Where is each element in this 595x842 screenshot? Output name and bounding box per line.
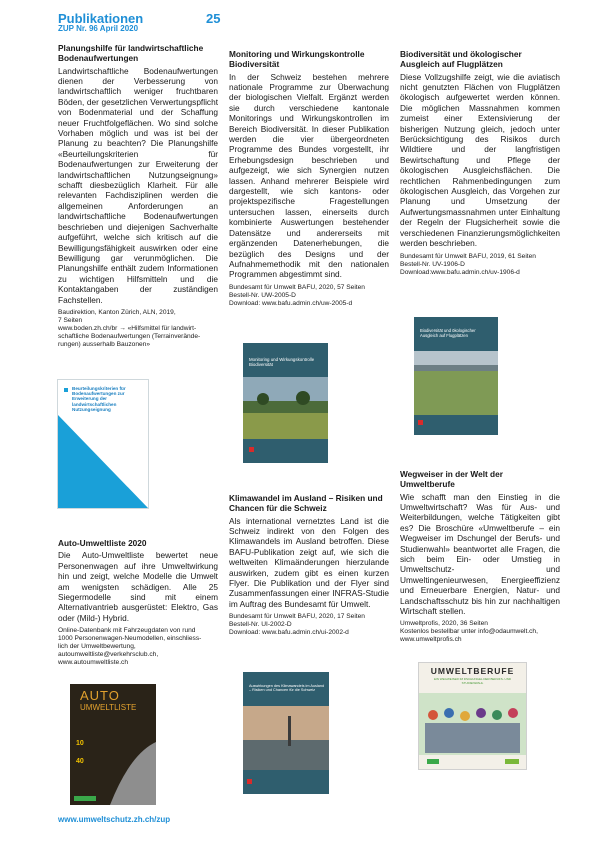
article-meta (58, 309, 218, 349)
article-title: Planungshilfe für landwirtschaftliche Bodenaufwertungen (58, 43, 204, 64)
meta-line: lich der Umweltbewertung, (58, 643, 136, 651)
meta-line: 1000 Personenwagen-Neumodellen, einschliess- (58, 635, 202, 643)
article-body: Diese Vollzugshilfe zeigt, wie die aviatisch nicht genutzten Flächen von Flugplätzen ökologisch aufgewertet werden können. Die möglichen Massnahmen kommen zumeist einer Extensivierung der bisherigen Nutzung gleich, jedoch unter Berücksichtigung des Risikos durch Wildtiere und der langfristigen Bewirtschaftung und Pflege der ökologischen Ausgleichsflächen. Die rechtlichen Rahmenbedingungen zum ökologischen Ausgleich, das Vorgehen zur Planung und Umsetzung der Aufwertungsmassnahmen unter Einhaltung der Regeln der Flugsicherheit sowie die verschiedenen Finanzierungsmöglichkeiten werden beschrieben. (400, 71, 560, 249)
cover-photo (243, 343, 328, 463)
cover-title: AUTO (80, 688, 120, 703)
cover-auto-umweltliste (70, 684, 156, 805)
cover-number: 10 (76, 740, 84, 747)
cover-monitoring (243, 343, 328, 463)
meta-line[interactable]: Download: www.bafu.admin.ch/ui-2002-d (229, 629, 349, 637)
cover-subtitle: UMWELTLISTE (80, 703, 137, 712)
cover-photo (414, 317, 498, 435)
meta-line[interactable]: Kostenlos bestellbar unter info@odaumwelt.ch, (400, 628, 538, 636)
article-planungshilfe (58, 43, 218, 349)
cover-umweltberufe (418, 662, 527, 770)
cover-number: 40 (76, 758, 84, 765)
article-body: Die Auto-Umweltliste bewertet neue Personenwagen auf ihre Umweltwirkung hin und zeigt, welche Modelle die Umwelt am wenigsten schädigen. Alle 25 Siegermodelle sind mit einem Alternativantrieb ausgerüstet: Elektro, Gas oder (Mild-) Hybrid. (58, 550, 218, 623)
cover-photo (243, 672, 329, 794)
cover-subtitle: EIN WEGWEISER IM DSCHUNGEL DER BERUFS- UND STUDIENWAHL (433, 677, 512, 685)
article-flugplaetze (400, 49, 560, 277)
meta-line: Bundesamt für Umwelt BAFU, 2020, 17 Seiten (229, 613, 365, 621)
article-meta (229, 284, 389, 308)
cover-flugplaetze (414, 317, 498, 435)
cover-title: Monitoring und Wirkungskontrolle Biodiversität (249, 357, 315, 367)
meta-line: Online-Datenbank mit Fahrzeugdaten von rund (58, 627, 196, 635)
meta-line: 7 Seiten (58, 316, 83, 324)
cover-title: Auswirkungen des Klimawandels im Ausland – Risiken und Chancen für die Schweiz (249, 684, 325, 693)
article-meta (229, 613, 389, 637)
meta-line: schaftliche Bodenaufwertungen (Terrainverände- (58, 332, 201, 340)
meta-line[interactable]: www.boden.zh.ch/br → «Hilfsmittel für landwirt- (58, 324, 197, 332)
meta-line[interactable]: www.umweltprofis.ch (400, 636, 462, 644)
cover-bodenaufwertung (57, 379, 149, 509)
meta-line: Umweltprofis, 2020, 36 Seiten (400, 620, 488, 628)
article-title: Biodiversität und ökologischer Ausgleich auf Flugplätzen (400, 49, 522, 70)
article-title: Wegweiser in der Welt der Umweltberufe (400, 469, 503, 490)
meta-line: Bestell-Nr. UW-2005-D (229, 291, 296, 299)
article-meta (58, 627, 218, 667)
issue-label: ZUP Nr. 96 April 2020 (58, 24, 139, 33)
meta-line: Bestell-Nr. UI-2002-D (229, 621, 292, 629)
meta-line[interactable]: Download:www.bafu.admin.ch/uv-1906-d (400, 268, 520, 276)
article-umweltberufe (400, 469, 560, 644)
article-title: Monitoring und Wirkungskontrolle Biodiversität (229, 49, 365, 70)
article-body: In der Schweiz bestehen mehrere nationale Programme zur Überwachung der biologischen Vielfalt. Ergänzt werden sie durch verschiedene kantonale Monitorings und Wirkungskontrollen im Bereich Biodiversität. In dieser Publikation werden die vier übergeordneten Programme des Bundes vorgestellt, ihr Erhebungsdesign beschrieben und aufgezeigt, wie sich Synergien nutzen lassen. Anhand mehrerer Beispiele wird dargestellt, wie sich kantons- oder projektspezifische Fragestellungen untersuchen lassen, einerseits durch kombinierte Auswertungen bestehender Datensätze und andererseits mit ergänzenden Datenerhebungen, die bezüglich des Designs und der Aufnahmemethodik mit den nationalen Programmen abgestimmt sind. (229, 71, 389, 280)
meta-line: Baudirektion, Kanton Zürich, ALN, 2019, (58, 308, 176, 316)
cover-title: Biodiversität und ökologischer Ausgleich auf Flugplätzen (420, 328, 476, 338)
meta-line: Bundesamt für Umwelt BAFU, 2020, 57 Seiten (229, 283, 365, 291)
meta-line[interactable]: www.autoumweltliste.ch (58, 659, 128, 667)
cover-illustration (419, 663, 526, 769)
article-meta (400, 620, 560, 644)
page-number: 25 (206, 11, 221, 26)
cover-title: UMWELTBERUFE (430, 666, 515, 676)
cover-graphic (70, 684, 156, 805)
article-title: Auto-Umweltliste 2020 (58, 538, 147, 548)
cover-title: Beurteilungskriterien für Bodenaufwertungen zur Erweiterung der landwirtschaftlichen Nutzungseignung (72, 386, 126, 412)
article-monitoring (229, 49, 389, 308)
meta-line: Bundesamt für Umwelt BAFU, 2019, 61 Seiten (400, 252, 536, 260)
article-auto-umweltliste (58, 538, 218, 667)
article-body: Landwirtschaftliche Bodenaufwertungen dienen der Verbesserung von landwirtschaftlich weniger fruchtbaren Böden, der gesetzlichen Verwertungspflicht von Bodenmaterial und der Schaffung neuer Fruchtfolgeflächen. Wo sind solche Vorhaben möglich und was ist bei der Planung zu beachten? Die Planungshilfe «Beurteilungskriterien für Bodenaufwertungen zur Erweiterung der landwirtschaftlichen Nutzungseignung» schafft diesbezüglich Klarheit. Für alle relevanten Fachdisziplinen werden die allgemeinen Anforderungen an landwirtschaftliche Bodenaufwertungen beschrieben und diejenigen Sachverhalte aufgeführt, welche sich kritisch auf die Bewilligungsfähigkeit auswirken oder eine Bewilligung gar verunmöglichen. Die Planungshilfe enthält zudem Informationen zu wichtigen Hilfsmitteln und die Kontaktangaben der zuständigen Fachstellen. (58, 65, 218, 305)
article-body: Als international vernetztes Land ist die Schweiz indirekt von den Folgen des Klimawandels im Ausland betroffen. Diese BAFU-Publikation zeigt auf, wie sich die weltweiten Klimaänderungen hierzulande auswirken, zudem gibt es einen kurzen Flyer. Die Publikation und der Flyer sind Zusammenfassungen einer INFRAS-Studie im Auftrag des Bundesamt für Umwelt. (229, 515, 389, 609)
meta-line: rungen) ausserhalb Bauzonen» (58, 340, 151, 348)
article-body: Wie schafft man den Einstieg in die Umweltwirtschaft? Was für Aus- und Weiterbildungen, welche Tätigkeiten gibt es? Die Broschüre «Umweltberufe – ein Wegweiser im Dschungel der Berufs- und Studienwahl» beantwortet alle Fragen, die sich beim Ein- oder Umstieg in Umweltschutz- und Umweltingenieurwesen, Energieeffizienz und Erneuerbare Energien, Natur- und Landschaftsschutz bis hin zur nachhaltigen Wirtschaft stellen. (400, 491, 560, 617)
meta-line: Bestell-Nr. UV-1906-D (400, 260, 465, 268)
article-meta (400, 253, 560, 277)
meta-line[interactable]: autoumweltliste@verkehrsclub.ch, (58, 651, 159, 659)
article-klimawandel (229, 493, 389, 637)
article-title: Klimawandel im Ausland – Risiken und Chancen für die Schweiz (229, 493, 383, 514)
section-title: Publikationen (58, 11, 144, 26)
meta-line[interactable]: Download: www.bafu.admin.ch/uw-2005-d (229, 299, 353, 307)
footer-link[interactable]: www.umweltschutz.zh.ch/zup (58, 815, 171, 824)
cover-klimawandel (243, 672, 329, 794)
